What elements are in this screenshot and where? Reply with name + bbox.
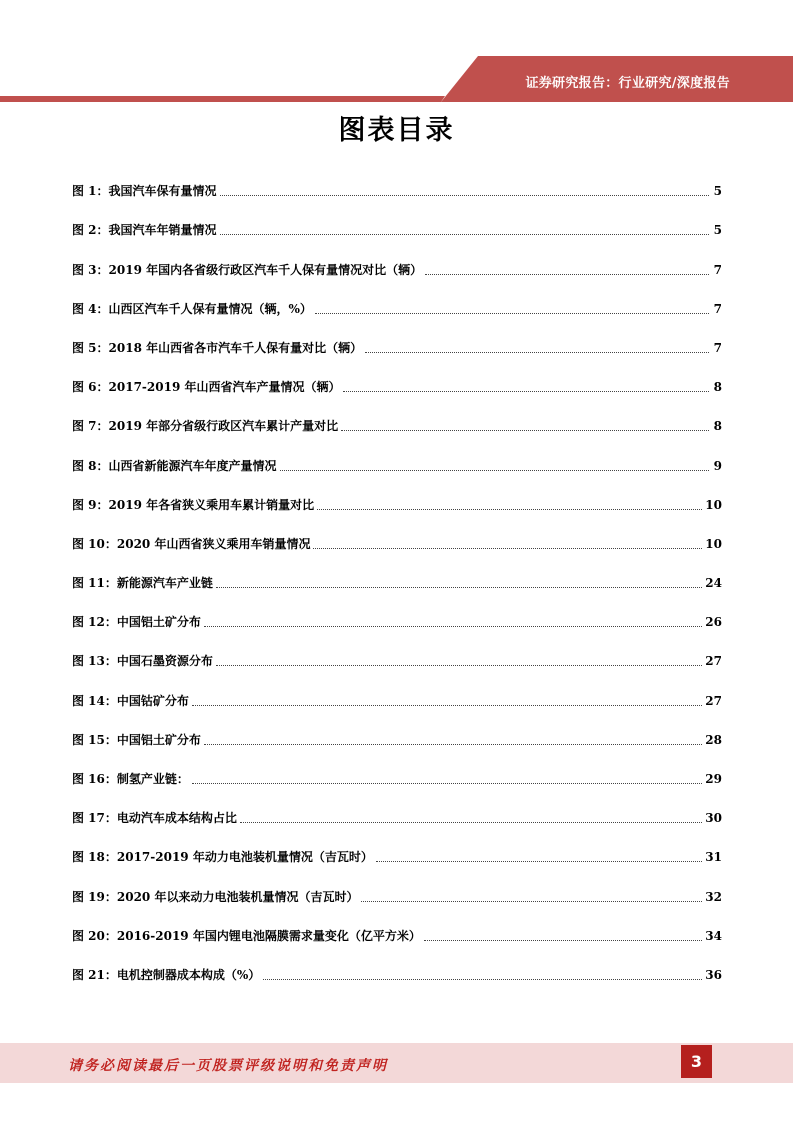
toc-entry-label: 图 3：2019 年国内各省级行政区汽车千人保有量情况对比（辆） xyxy=(72,262,423,277)
toc-entry-label: 图 19：2020 年以来动力电池装机量情况（吉瓦时） xyxy=(72,889,359,904)
toc-entry-page: 32 xyxy=(705,889,722,904)
toc-dot-leader xyxy=(220,195,709,196)
toc-entry-label: 图 10：2020 年山西省狭义乘用车销量情况 xyxy=(72,536,311,551)
toc-entry-label: 图 17：电动汽车成本结构占比 xyxy=(72,811,237,826)
header-band xyxy=(0,0,793,110)
toc-entry[interactable] xyxy=(72,671,722,710)
toc-entry-label: 图 7：2019 年部分省级行政区汽车累计产量对比 xyxy=(72,419,339,434)
toc-dot-leader xyxy=(204,626,702,627)
figure-list xyxy=(72,162,722,985)
toc-entry-page: 30 xyxy=(705,811,722,826)
toc-entry-label: 图 12：中国铝土矿分布 xyxy=(72,615,201,630)
page-number: 3 xyxy=(681,1045,712,1078)
toc-entry-label: 图 21：电机控制器成本构成（%） xyxy=(72,967,261,982)
toc-entry[interactable] xyxy=(72,593,722,632)
toc-entry[interactable] xyxy=(72,554,722,593)
toc-entry-label: 图 5：2018 年山西省各市汽车千人保有量对比（辆） xyxy=(72,340,363,355)
toc-dot-leader xyxy=(220,234,709,235)
toc-entry-label: 图 4：山西区汽车千人保有量情况（辆，%） xyxy=(72,301,312,316)
toc-dot-leader xyxy=(343,391,709,392)
toc-entry-label: 图 2：我国汽车年销量情况 xyxy=(72,223,217,238)
toc-dot-leader xyxy=(204,744,702,745)
disclaimer-text: 请务必阅读最后一页股票评级说明和免责声明 xyxy=(68,1058,388,1074)
toc-entry[interactable] xyxy=(72,711,722,750)
toc-entry-page: 7 xyxy=(713,262,722,277)
toc-entry[interactable] xyxy=(72,515,722,554)
toc-entry-page: 36 xyxy=(705,967,722,982)
toc-entry-page: 5 xyxy=(713,184,722,199)
toc-entry-page: 34 xyxy=(705,928,722,943)
toc-entry-page: 10 xyxy=(705,536,722,551)
toc-dot-leader xyxy=(216,665,702,666)
toc-dot-leader xyxy=(425,274,709,275)
toc-entry[interactable] xyxy=(72,162,722,201)
toc-entry-label: 图 16：制氢产业链： xyxy=(72,772,189,786)
toc-dot-leader xyxy=(192,783,702,784)
toc-entry-label: 图 13：中国石墨资源分布 xyxy=(72,654,213,669)
toc-entry-label: 图 14：中国钴矿分布 xyxy=(72,693,189,708)
toc-entry[interactable] xyxy=(72,319,722,358)
toc-dot-leader xyxy=(424,940,702,941)
toc-entry-page: 29 xyxy=(705,772,722,786)
toc-dot-leader xyxy=(280,470,709,471)
toc-entry-page: 27 xyxy=(705,693,722,708)
toc-entry[interactable] xyxy=(72,789,722,828)
toc-entry-page: 9 xyxy=(713,458,722,473)
toc-entry-page: 7 xyxy=(713,340,722,355)
toc-entry-label: 图 11：新能源汽车产业链 xyxy=(72,576,213,591)
toc-entry[interactable] xyxy=(72,240,722,279)
page-title: 图表目录 xyxy=(338,115,455,146)
toc-entry-page: 7 xyxy=(713,301,722,316)
toc-entry[interactable] xyxy=(72,280,722,319)
toc-entry-label: 图 18：2017-2019 年动力电池装机量情况（吉瓦时） xyxy=(72,850,373,865)
toc-entry[interactable] xyxy=(72,358,722,397)
toc-entry[interactable] xyxy=(72,632,722,671)
toc-dot-leader xyxy=(313,548,702,549)
toc-dot-leader xyxy=(361,901,702,902)
toc-dot-leader xyxy=(365,352,709,353)
toc-dot-leader xyxy=(192,705,702,706)
toc-dot-leader xyxy=(317,509,702,510)
toc-entry-page: 8 xyxy=(713,419,722,434)
toc-entry-label: 图 9：2019 年各省狭义乘用车累计销量对比 xyxy=(72,497,315,512)
toc-entry[interactable] xyxy=(72,476,722,515)
report-type-label: 证券研究报告：行业研究/深度报告 xyxy=(525,76,730,91)
toc-entry[interactable] xyxy=(72,397,722,436)
toc-entry[interactable] xyxy=(72,946,722,985)
toc-entry-page: 26 xyxy=(705,615,722,630)
toc-entry-page: 27 xyxy=(705,654,722,669)
toc-dot-leader xyxy=(376,861,702,862)
toc-entry[interactable] xyxy=(72,750,722,789)
toc-entry-label: 图 1：我国汽车保有量情况 xyxy=(72,184,217,199)
toc-entry-page: 8 xyxy=(713,380,722,395)
toc-entry[interactable] xyxy=(72,828,722,867)
toc-entry-label: 图 15：中国铝土矿分布 xyxy=(72,732,201,747)
toc-entry[interactable] xyxy=(72,867,722,906)
toc-entry-label: 图 8：山西省新能源汽车年度产量情况 xyxy=(72,458,277,473)
toc-entry-page: 10 xyxy=(705,497,722,512)
toc-entry-page: 24 xyxy=(705,576,722,591)
toc-dot-leader xyxy=(216,587,702,588)
toc-dot-leader xyxy=(240,822,702,823)
toc-entry[interactable] xyxy=(72,201,722,240)
toc-entry-label: 图 6：2017-2019 年山西省汽车产量情况（辆） xyxy=(72,380,341,395)
toc-entry[interactable] xyxy=(72,907,722,946)
toc-dot-leader xyxy=(341,430,709,431)
toc-entry-label: 图 20：2016-2019 年国内锂电池隔膜需求量变化（亿平方米） xyxy=(72,928,421,943)
toc-entry-page: 5 xyxy=(713,223,722,238)
toc-entry[interactable] xyxy=(72,436,722,475)
toc-dot-leader xyxy=(263,979,702,980)
toc-dot-leader xyxy=(315,313,709,314)
toc-entry-page: 28 xyxy=(705,732,722,747)
toc-entry-page: 31 xyxy=(705,850,722,865)
